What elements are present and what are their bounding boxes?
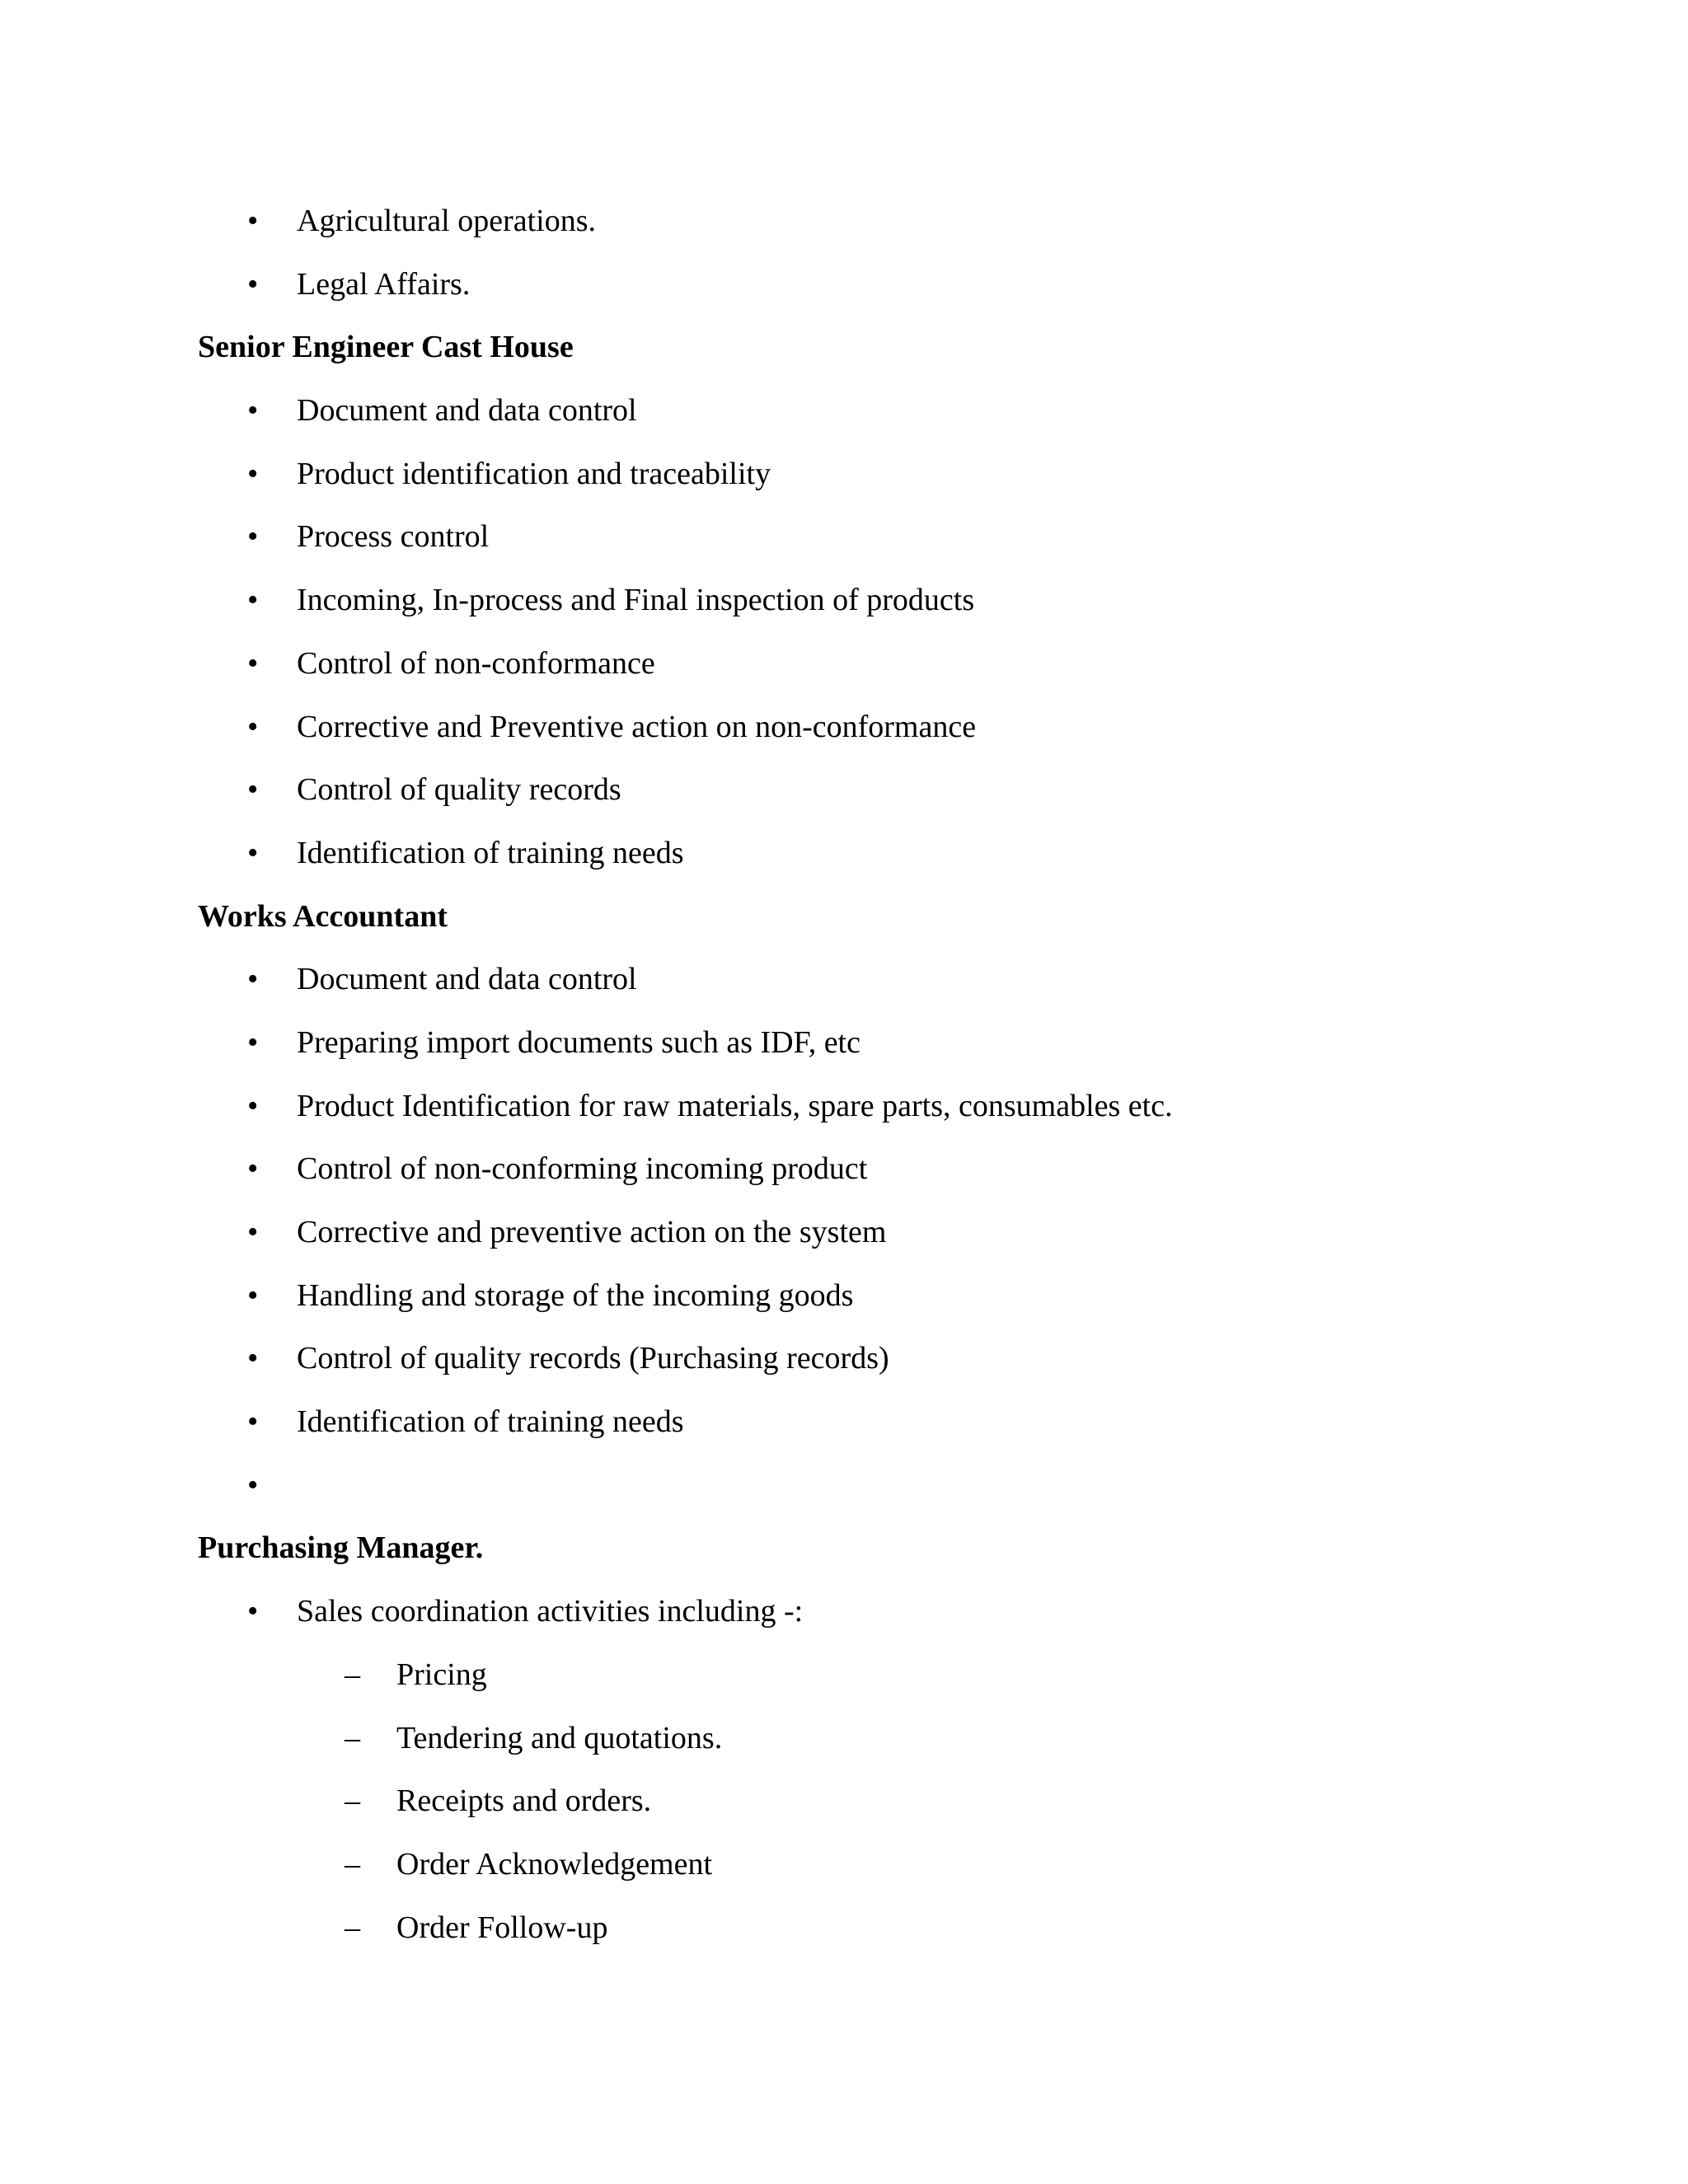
bullet-icon: • <box>247 1404 259 1440</box>
list-item <box>0 822 1688 885</box>
list-item <box>0 1264 1688 1328</box>
list-item-text: Identification of training needs <box>297 1404 684 1440</box>
dash-icon: – <box>345 1720 360 1755</box>
list-item-text: Corrective and Preventive action on non-conformance <box>297 709 977 744</box>
list-item-text: Document and data control <box>297 393 637 429</box>
bullet-icon: • <box>247 772 259 808</box>
bullet-icon: • <box>247 1277 259 1313</box>
bullet-icon: • <box>247 1341 259 1376</box>
sub-list-item-text: Tendering and quotations. <box>396 1720 723 1755</box>
sub-list-item <box>0 1833 1688 1896</box>
document-body <box>0 190 1688 1959</box>
list-item-empty <box>0 1454 1688 1517</box>
list-item <box>0 632 1688 696</box>
section-heading-purchasing-manager: Purchasing Manager. <box>198 1530 484 1566</box>
list-item-text: Document and data control <box>297 962 637 997</box>
list-item <box>0 190 1688 253</box>
bullet-icon: • <box>247 393 259 429</box>
list-item-text: Identification of training needs <box>297 835 684 870</box>
bullet-icon: • <box>247 1467 259 1502</box>
list-item <box>0 379 1688 443</box>
list-item <box>0 253 1688 316</box>
list-item <box>0 1011 1688 1075</box>
dash-icon: – <box>345 1910 360 1945</box>
list-item-text: Sales coordination activities including -: <box>297 1594 804 1629</box>
bullet-icon: • <box>247 266 259 302</box>
bullet-icon: • <box>247 1088 259 1123</box>
sub-list-item <box>0 1707 1688 1770</box>
list-item <box>0 696 1688 759</box>
section-heading-senior-engineer: Senior Engineer Cast House <box>198 330 574 365</box>
sub-list-item <box>0 1769 1688 1833</box>
bullet-icon: • <box>247 1215 259 1249</box>
list-item-text: Control of quality records (Purchasing records) <box>297 1341 889 1376</box>
dash-icon: – <box>345 1846 360 1882</box>
list-item-text: Process control <box>297 519 490 555</box>
sub-list-item-text: Pricing <box>396 1657 487 1692</box>
section-heading-works-accountant: Works Accountant <box>198 898 448 934</box>
bullet-icon: • <box>247 519 259 555</box>
list-item-text: Control of quality records <box>297 772 621 808</box>
list-item-text: Corrective and preventive action on the system <box>297 1215 887 1249</box>
bullet-icon: • <box>247 204 259 238</box>
list-item <box>0 1327 1688 1390</box>
list-item <box>0 443 1688 506</box>
bullet-icon: • <box>247 583 259 618</box>
bullet-icon: • <box>247 1594 259 1629</box>
bullet-icon: • <box>247 962 259 997</box>
sub-list-item <box>0 1643 1688 1707</box>
bullet-icon: • <box>247 1151 259 1187</box>
list-item-text: Incoming, In-process and Final inspection of products <box>297 583 975 618</box>
list-item <box>0 948 1688 1011</box>
list-item-text: Handling and storage of the incoming goods <box>297 1277 854 1313</box>
list-item-text: Agricultural operations. <box>297 204 597 238</box>
list-item <box>0 1137 1688 1201</box>
sub-list-item-text: Order Acknowledgement <box>396 1846 713 1882</box>
bullet-icon: • <box>247 709 259 744</box>
list-item <box>0 1390 1688 1454</box>
list-item <box>0 569 1688 632</box>
list-item-text: Preparing import documents such as IDF, etc <box>297 1024 860 1060</box>
list-item-text: Control of non-conforming incoming product <box>297 1151 868 1187</box>
list-item <box>0 1580 1688 1643</box>
list-item-text: Control of non-conformance <box>297 645 655 681</box>
bullet-icon: • <box>247 835 259 870</box>
dash-icon: – <box>345 1657 360 1692</box>
list-item <box>0 1075 1688 1138</box>
sub-list-item-text: Order Follow-up <box>396 1910 608 1945</box>
sub-list-item <box>0 1896 1688 1960</box>
bullet-icon: • <box>247 1024 259 1060</box>
list-item <box>0 505 1688 569</box>
list-item <box>0 1201 1688 1264</box>
list-item-text: Legal Affairs. <box>297 266 471 302</box>
list-item <box>0 758 1688 822</box>
sub-list-item-text: Receipts and orders. <box>396 1783 652 1819</box>
bullet-icon: • <box>247 645 259 681</box>
list-item-text: Product Identification for raw materials, spare parts, consumables etc. <box>297 1088 1173 1123</box>
list-item-text: Product identification and traceability <box>297 456 771 491</box>
dash-icon: – <box>345 1783 360 1819</box>
bullet-icon: • <box>247 456 259 491</box>
